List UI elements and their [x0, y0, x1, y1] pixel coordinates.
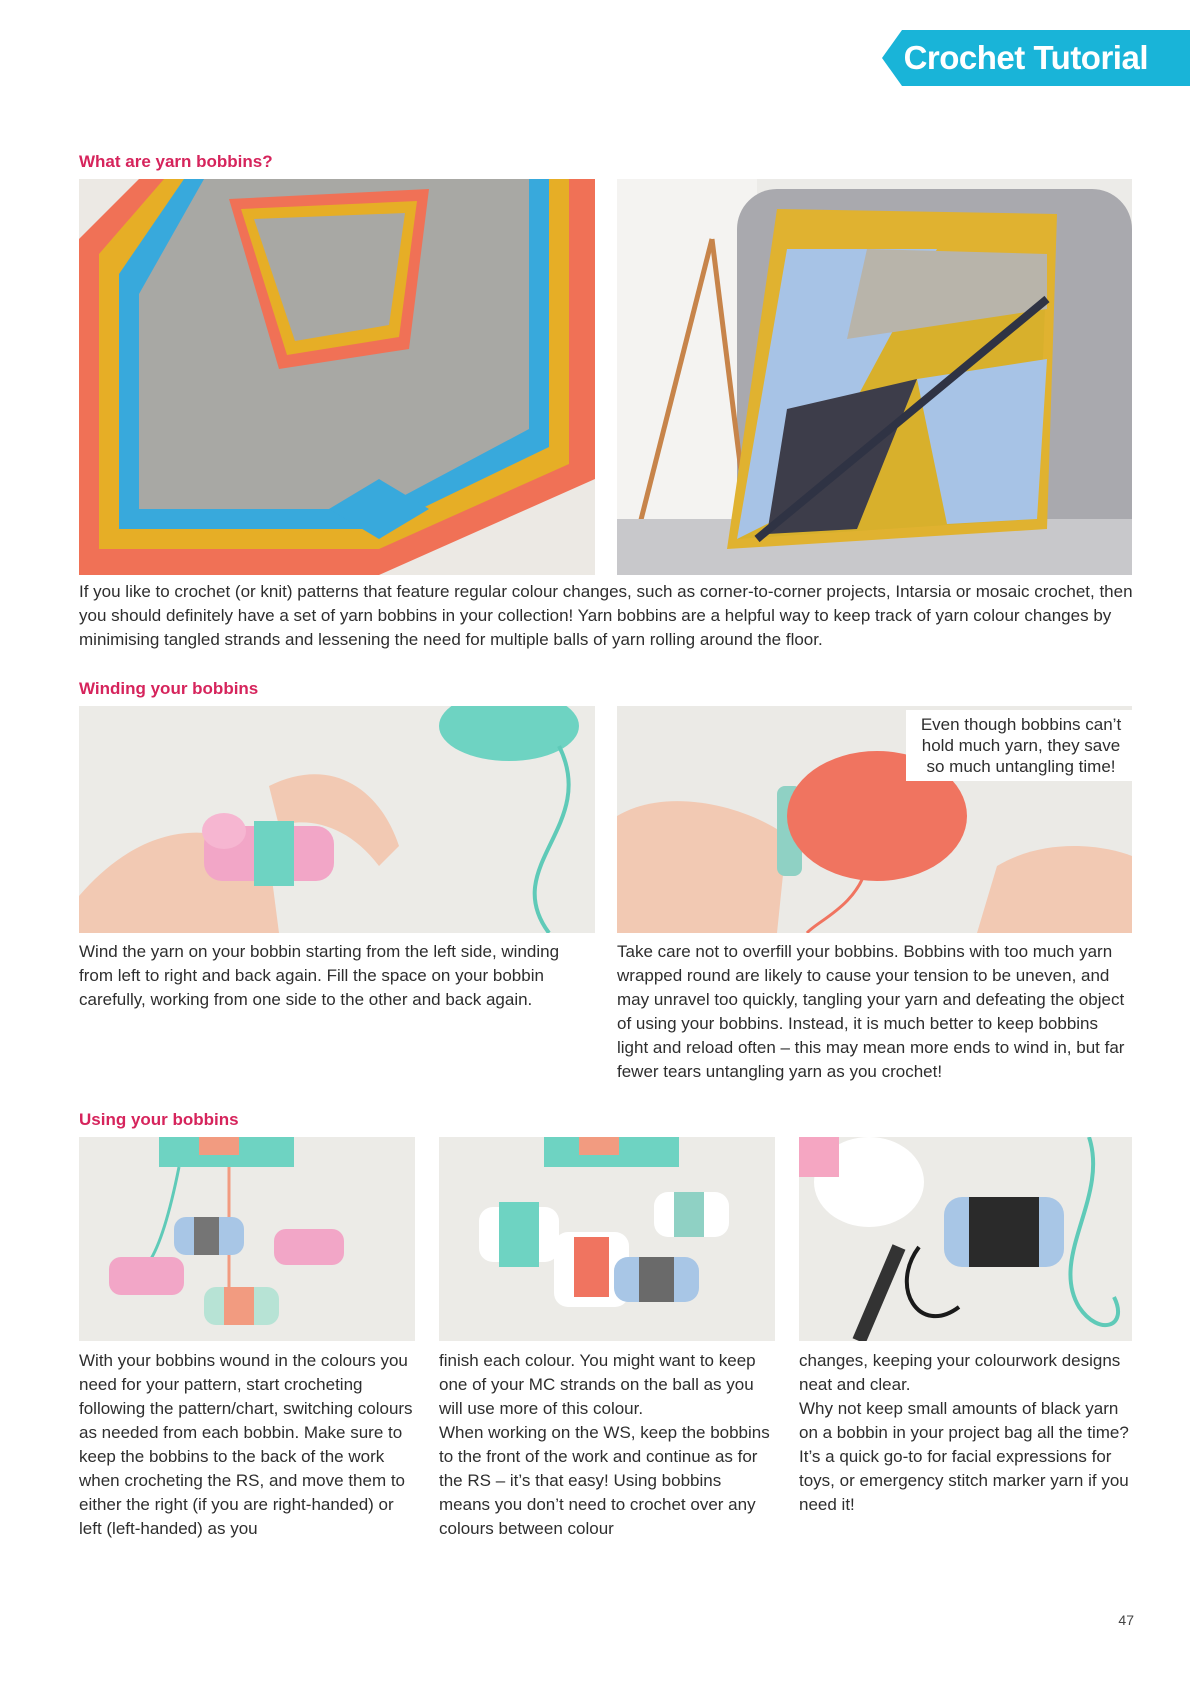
winding-right-text: Take care not to overfill your bobbins. Bobbins with too much yarn wrapped round are likely to cause your tension to be uneven, and may unravel too quickly, tangling your yarn and defeating the object of using your bobbins. Instead, it is much better to keep bobbins light and reload often – this may mean more ends to wind in, but far fewer tears untangling yarn as you crochet!	[617, 942, 1125, 1081]
using-photo-2	[439, 1137, 775, 1341]
using-col2-text	[439, 1349, 775, 1541]
heading-what-are-bobbins: What are yarn bobbins?	[79, 152, 273, 171]
tip-callout: Even though bobbins can’t hold much yarn, they save so much untangling time!	[906, 710, 1136, 781]
using-col3-text	[799, 1349, 1132, 1517]
winding-left-text: Wind the yarn on your bobbin starting from the left side, winding from left to right and back again. Fill the space on your bobbin carefully, working from one side to the other and back again.	[79, 942, 560, 1009]
using-col3-para-b: Why not keep small amounts of black yarn on a bobbin in your project bag all the time? It’s a quick go-to for facial expressions for toys, or emergency stitch marker yarn if you need it!	[799, 1399, 1129, 1514]
page-number: 47	[1118, 1612, 1134, 1628]
using-col2-para-a: finish each colour. You might want to keep one of your MC strands on the ball as you will use more of this colour.	[439, 1351, 756, 1418]
section-tab	[882, 30, 1190, 86]
using-col1-text: With your bobbins wound in the colours you need for your pattern, start crocheting following the pattern/chart, switching colours as needed from each bobbin. Make sure to keep the bobbins to the back of the work when crocheting the RS, and move them to either the right (if you are right-handed) or left (left-handed) as you	[79, 1351, 413, 1538]
heading-winding: Winding your bobbins	[79, 679, 259, 698]
cushion-photo	[617, 179, 1132, 575]
using-col3-para-a: changes, keeping your colourwork designs neat and clear.	[799, 1351, 1121, 1394]
heading-using: Using your bobbins	[79, 1110, 239, 1129]
intro-paragraph: If you like to crochet (or knit) patterns that feature regular colour changes, such as corner-to-corner projects, Intarsia or mosaic crochet, then you should definitely have a set of yarn bobbins in your collection! Yarn bobbins are a helpful way to keep track of yarn colour changes by minimising tangled strands and lessening the need for multiple balls of yarn rolling around the floor.	[79, 582, 1133, 649]
blanket-photo	[79, 179, 595, 575]
winding-photo-left	[79, 706, 595, 933]
using-photo-1	[79, 1137, 415, 1341]
tab-label: Crochet Tutorial	[903, 39, 1148, 76]
using-col2-para-b: When working on the WS, keep the bobbins to the front of the work and continue as for the RS – it’s that easy! Using bobbins means you don’t need to crochet over any colours between colour	[439, 1423, 770, 1538]
using-photo-3	[799, 1137, 1132, 1341]
